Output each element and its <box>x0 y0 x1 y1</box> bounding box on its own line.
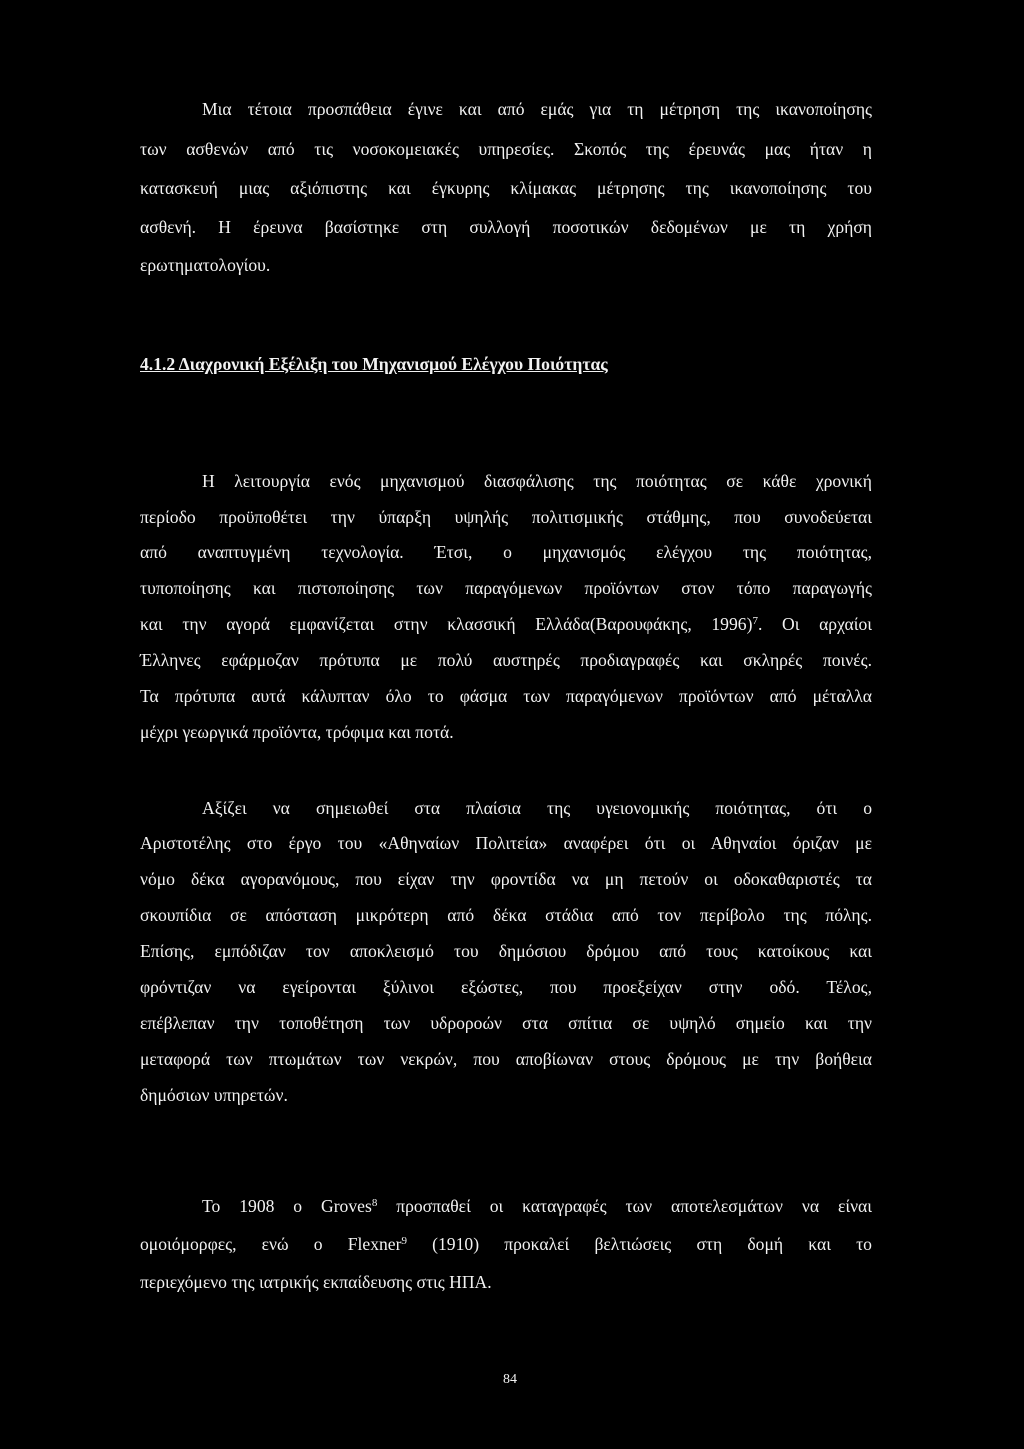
footnote-ref-9: 9 <box>401 1235 407 1247</box>
intro-line: ερωτηματολογίου. <box>140 255 271 275</box>
text-run: . Οι αρχαίοι <box>757 614 872 634</box>
paragraph-line: μέχρι γεωργικά προϊόντα, τρόφιμα και ποτά. <box>140 722 454 742</box>
intro-line: Μια τέτοια προσπάθεια έγινε και από εμάς για τη μέτρηση της ικανοποίησης <box>202 99 872 119</box>
intro-line: των ασθενών από τις νοσοκομειακές υπηρεσίες. Σκοπός της έρευνάς μας ήταν η <box>140 139 872 159</box>
paragraph-line: Έλληνες εφάρμοζαν πρότυπα με πολύ αυστηρές προδιαγραφές και σκληρές ποινές. <box>140 650 872 670</box>
paragraph-line <box>140 613 872 635</box>
paragraph-line: περιεχόμενο της ιατρικής εκπαίδευσης στις ΗΠΑ. <box>140 1272 492 1292</box>
paragraph-line: μεταφορά των πτωμάτων των νεκρών, που αποβίωναν στους δρόμους με την βοήθεια <box>140 1049 872 1069</box>
intro-line: κατασκευή μιας αξιόπιστης και έγκυρης κλίμακας μέτρησης της ικανοποίησης του <box>140 178 872 198</box>
paragraph-line: επέβλεπαν την τοποθέτηση των υδρορoών στα σπίτια σε υψηλό σημείο και την <box>140 1013 872 1033</box>
paragraph-line: περίοδο προϋποθέτει την ύπαρξη υψηλής πολιτισμικής στάθμης, που συνοδεύεται <box>140 507 872 527</box>
paragraph-line: νόμο δέκα αγορανόμους, που είχαν την φροντίδα να μη πετούν οι οδοκαθαριστές τα <box>140 869 872 889</box>
section-heading: 4.1.2 Διαχρονική Εξέλιξη του Μηχανισμού Ελέγχου Ποιότητας <box>140 354 608 374</box>
text-run: (1910) προκαλεί βελτιώσεις στη δομή και το <box>406 1234 872 1254</box>
paragraph-line: από αναπτυγμένη τεχνολογία. Έτσι, ο μηχανισμός ελέγχου της ποιότητας, <box>140 542 872 562</box>
paragraph-line: Αξίζει να σημειωθεί στα πλαίσια της υγειονομικής ποιότητας, ότι ο <box>202 798 872 818</box>
text-run: και την αγορά εμφανίζεται στην κλασσική Ελλάδα(Βαρουφάκης, 1996) <box>140 614 753 634</box>
paragraph-line: δημόσιων υπηρετών. <box>140 1085 288 1105</box>
footnote-ref-7: 7 <box>752 615 758 627</box>
paragraph-line <box>140 1233 872 1255</box>
text-run: Το 1908 ο Groves <box>202 1196 372 1216</box>
intro-line: ασθενή. Η έρευνα βασίστηκε στη συλλογή ποσοτικών δεδομένων με τη χρήση <box>140 217 872 237</box>
paragraph-line: φρόντιζαν να εγείρονται ξύλινοι εξώστες, που προεξείχαν στην οδό. Τέλος, <box>140 977 872 997</box>
paragraph-line: Η λειτουργία ενός μηχανισμού διασφάλισης της ποιότητας σε κάθε χρονική <box>202 471 872 491</box>
paragraph-line: Τα πρότυπα αυτά κάλυπταν όλο το φάσμα των παραγόμενων προϊόντων από μέταλλα <box>140 686 872 706</box>
page-number: 84 <box>503 1372 517 1387</box>
paragraph-line: Αριστοτέλης στο έργο του «Αθηναίων Πολιτεία» αναφέρει ότι οι Αθηναίοι όριζαν με <box>140 833 872 853</box>
paragraph-line: σκουπίδια σε απόσταση μικρότερη από δέκα στάδια από τον περίβολο της πόλης. <box>140 905 872 925</box>
footnote-ref-8: 8 <box>371 1197 378 1209</box>
paragraph-line <box>202 1195 872 1217</box>
paragraph-line: τυποποίησης και πιστοποίησης των παραγόμενων προϊόντων στον τόπο παραγωγής <box>140 578 872 598</box>
paragraph-line: Επίσης, εμπόδιζαν τον αποκλεισμό του δημόσιου δρόμου από τους κατοίκους και <box>140 941 872 961</box>
text-run: προσπαθεί οι καταγραφές των αποτελεσμάτων να είναι <box>377 1196 872 1216</box>
text-run: ομοιόμορφες, ενώ ο Flexner <box>140 1234 402 1254</box>
